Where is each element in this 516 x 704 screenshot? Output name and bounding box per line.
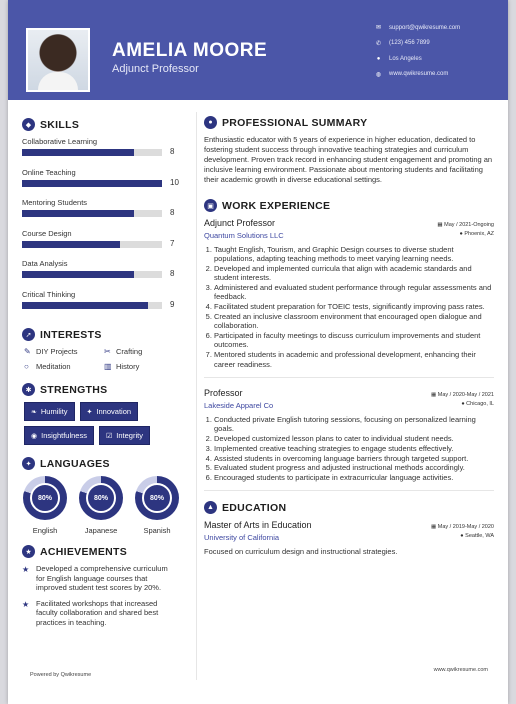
strength-tag-icon: ✦: [86, 408, 93, 416]
trophy-icon: ★: [22, 545, 35, 558]
duty-list: [204, 245, 494, 369]
contact-text: Los Angeles: [389, 55, 422, 62]
education-date: ▦ May / 2019-May / 2020: [431, 524, 494, 531]
company-name: Quantum Solutions LLC: [204, 231, 284, 240]
education-text: Focused on curriculum design and instructional strategies.: [204, 547, 398, 557]
education-school-row: [204, 533, 494, 542]
skill-level: 8: [170, 269, 175, 278]
contact-row: [374, 51, 504, 67]
job-head: [204, 388, 494, 398]
job-entry: [204, 218, 494, 378]
skill-bar-fill: [22, 302, 148, 309]
achievement-item: [22, 599, 186, 628]
interests-list: [24, 347, 186, 371]
duty-item: 1. Taught English, Tourism, and Graphic Design courses to diverse student populations, adapting teaching methods to meet varying learning needs.: [214, 245, 494, 264]
language-name: Japanese: [84, 526, 118, 535]
calendar-icon: ▦: [431, 524, 438, 531]
graduation-cap-icon: ▲: [204, 501, 217, 514]
strength-label: Integrity: [116, 431, 143, 440]
skill-level: 7: [170, 238, 175, 248]
column-divider: [196, 112, 197, 680]
interest-label: Meditation: [36, 362, 71, 371]
strength-tag: [80, 402, 139, 421]
skill-label: Critical Thinking: [22, 289, 76, 299]
languages-heading: LANGUAGES: [40, 457, 110, 470]
strengths-heading: STRENGTHS: [40, 383, 108, 396]
right-column: [204, 116, 494, 571]
job-location-text: Chicago, IL: [466, 400, 494, 407]
location-pin-icon: ●: [460, 533, 466, 540]
location-icon: ●: [376, 55, 381, 62]
language-item: [134, 476, 180, 535]
skill-bar-fill: [22, 149, 134, 156]
section-divider: [204, 377, 494, 378]
achievements-header: [22, 545, 186, 558]
interests-header: [22, 328, 186, 341]
job-date: [437, 222, 494, 228]
skill-level: 8: [170, 208, 175, 217]
company-name: Lakeside Apparel Co: [204, 400, 274, 410]
job-date-text: May / 2021-Ongoing: [444, 222, 494, 228]
interest-item: [24, 347, 104, 356]
duty-item: 4. Assisted students in overcoming language barriers through targeted support.: [214, 454, 494, 463]
contact-text: (123) 456 7899: [389, 40, 430, 47]
contact-row: [374, 20, 504, 36]
skill-row: [22, 290, 186, 321]
skill-label: Online Teaching: [22, 167, 76, 177]
language-percent: 80%: [30, 483, 60, 513]
strength-tag-icon: ❧: [31, 408, 37, 416]
strength-tag: [99, 426, 150, 445]
job-title: Professor: [204, 387, 243, 398]
powered-by: Powered by Qwikresume: [30, 672, 92, 678]
interest-icon: ○: [24, 362, 29, 371]
job-date-text: May / 2020-May / 2021: [437, 391, 494, 398]
contact-row: [374, 36, 504, 52]
skill-label: Course Design: [22, 228, 72, 238]
skill-bar-fill: [22, 271, 134, 278]
interest-icon: ▥: [104, 362, 112, 371]
achievement-text: Developed a comprehensive curriculum for English language courses that improved student test scores by 20%.: [36, 564, 168, 592]
skill-bar-fill: [22, 241, 120, 248]
strength-label: Insightfulness: [41, 431, 87, 440]
education-heading: EDUCATION: [222, 501, 287, 514]
jobs-list: [204, 218, 494, 491]
education-header: [204, 501, 494, 514]
duty-item: 2. Developed customized lesson plans to cater to individual student needs.: [214, 434, 494, 443]
degree-title: Master of Arts in Education: [204, 520, 312, 531]
candidate-title: Adjunct Professor: [112, 63, 199, 75]
job-location-text: Phoenix, AZ: [464, 231, 494, 237]
skill-row: [22, 198, 186, 229]
interest-item: [104, 347, 184, 356]
education-location: ● Seattle, WA: [460, 533, 494, 540]
summary-heading: PROFESSIONAL SUMMARY: [222, 116, 368, 129]
language-ring: [79, 476, 123, 520]
interest-icon: ✂: [104, 347, 111, 356]
section-divider: [204, 490, 494, 491]
left-column: [22, 118, 186, 633]
interest-label: DIY Projects: [36, 347, 78, 356]
company-row: [204, 401, 494, 410]
skills-icon: ◆: [22, 118, 35, 131]
duty-item: 3. Implemented creative teaching strategies to engage students effectively.: [214, 444, 494, 453]
language-icon: ✦: [22, 457, 35, 470]
job-entry: [204, 388, 494, 492]
star-icon: ★: [22, 599, 30, 609]
skill-bar: [22, 180, 162, 187]
duty-item: 3. Administered and evaluated student performance through regular assessments and feedback.: [214, 283, 494, 302]
school-name: University of California: [204, 533, 280, 543]
skill-bar-fill: [22, 180, 162, 187]
email-icon: ✉: [375, 25, 382, 32]
skill-row: [22, 137, 186, 168]
contact-list: [374, 20, 504, 82]
skill-row: [22, 229, 186, 260]
job-date: [431, 392, 494, 398]
education-head: [204, 520, 494, 530]
location-pin-icon: ●: [459, 231, 465, 237]
interest-item: [24, 362, 104, 371]
achievement-item: [22, 564, 186, 593]
job-location: [459, 231, 494, 240]
candidate-name: AMELIA MOORE: [112, 40, 268, 61]
language-percent: 80%: [86, 483, 116, 513]
interests-heading: INTERESTS: [40, 328, 102, 341]
resume-page: [8, 0, 508, 704]
footer-url: www.qwikresume.com: [433, 667, 488, 673]
skill-bar: [22, 149, 162, 156]
skills-header: [22, 118, 186, 131]
duty-item: 5. Evaluated student progress and adjusted instructional methods accordingly.: [214, 463, 494, 472]
strength-tag-icon: ◉: [31, 432, 38, 440]
strength-label: Humility: [40, 407, 68, 416]
duty-item: 7. Mentored students in academic and professional development, enhancing their career readiness.: [214, 350, 494, 369]
language-name: English: [32, 526, 58, 535]
language-item: [78, 476, 124, 535]
skill-level: 8: [170, 147, 175, 156]
languages-list: [22, 476, 186, 535]
rocket-icon: ➚: [22, 328, 35, 341]
profile-photo: [26, 28, 90, 92]
achievements-list: [22, 564, 186, 627]
interest-item: [104, 362, 184, 371]
user-icon: ●: [204, 116, 217, 129]
skill-level: 9: [170, 299, 175, 309]
skill-bar: [22, 210, 162, 217]
duty-list: [204, 415, 494, 483]
achievement-text: Facilitated workshops that increased faculty collaboration and shared best practices in teaching.: [36, 598, 159, 627]
job-head: [204, 218, 494, 228]
strength-tag: [24, 426, 94, 445]
skill-label: Data Analysis: [22, 259, 68, 268]
job-location: [461, 401, 494, 410]
contact-text: support@qwikresume.com: [389, 24, 461, 31]
experience-heading: WORK EXPERIENCE: [222, 199, 331, 212]
phone-icon: ✆: [375, 40, 382, 47]
skills-list: [22, 137, 186, 320]
interest-label: Crafting: [116, 347, 143, 356]
skill-bar-fill: [22, 210, 134, 217]
header-banner: [8, 0, 508, 100]
language-percent: 80%: [142, 483, 172, 513]
duty-item: 2. Developed and implemented curricula that align with academic standards and student interests.: [214, 264, 494, 283]
job-title: Adjunct Professor: [204, 218, 276, 228]
briefcase-icon: ▣: [204, 199, 217, 212]
skill-level: 10: [170, 177, 179, 187]
strengths-header: [22, 383, 186, 396]
duty-item: 1. Conducted private English tutoring sessions, focusing on personalized learning goals.: [214, 415, 494, 434]
skill-bar: [22, 241, 162, 248]
duty-item: 6. Participated in faculty meetings to discuss curriculum improvements and student outcomes.: [214, 331, 494, 350]
strength-tag-icon: ☑: [105, 432, 113, 440]
language-ring: [135, 476, 179, 520]
duty-item: 4. Facilitated student preparation for TOEIC tests, significantly improving pass rates.: [214, 302, 494, 311]
strengths-list: [24, 402, 174, 445]
calendar-icon: ▦: [437, 222, 445, 228]
strength-tag: [24, 402, 75, 421]
achievements-heading: ACHIEVEMENTS: [40, 545, 128, 558]
strength-label: Innovation: [96, 407, 132, 416]
skills-heading: SKILLS: [40, 118, 80, 131]
contact-text: www.qwikresume.com: [389, 71, 449, 78]
star-icon: ★: [22, 565, 30, 574]
summary-header: [204, 116, 494, 129]
skill-row: [22, 259, 186, 290]
language-item: [22, 476, 68, 535]
interest-label: History: [116, 362, 140, 371]
skill-label: Mentoring Students: [22, 198, 88, 207]
skill-label: Collaborative Learning: [22, 137, 98, 146]
languages-header: [22, 457, 186, 470]
skill-bar: [22, 271, 162, 278]
strength-icon: ✱: [22, 383, 35, 396]
interest-icon: ✎: [24, 347, 31, 356]
duty-item: 6. Encouraged students to participate in extracurricular language activities.: [214, 473, 494, 482]
language-ring: [23, 476, 67, 520]
summary-text: Enthusiastic educator with 5 years of experience in higher education, dedicated to fostering student success through innovative teaching strategies and curriculum development. Proven track record in enhancing student engagement and promoting an inclusive learning environment. Passionate about mentoring students and facilitating their academic growth in diverse educational settings.: [204, 135, 493, 184]
language-name: Spanish: [143, 526, 171, 535]
skill-row: [22, 168, 186, 199]
experience-header: [204, 199, 494, 212]
company-row: [204, 231, 494, 240]
duty-item: 5. Created an inclusive classroom environment that encouraged open dialogue and collaboration.: [214, 312, 494, 331]
contact-row: [374, 67, 504, 83]
calendar-icon: ▦: [431, 391, 438, 398]
skill-bar: [22, 302, 162, 309]
globe-icon: ◍: [375, 71, 382, 78]
location-pin-icon: ●: [461, 400, 467, 407]
